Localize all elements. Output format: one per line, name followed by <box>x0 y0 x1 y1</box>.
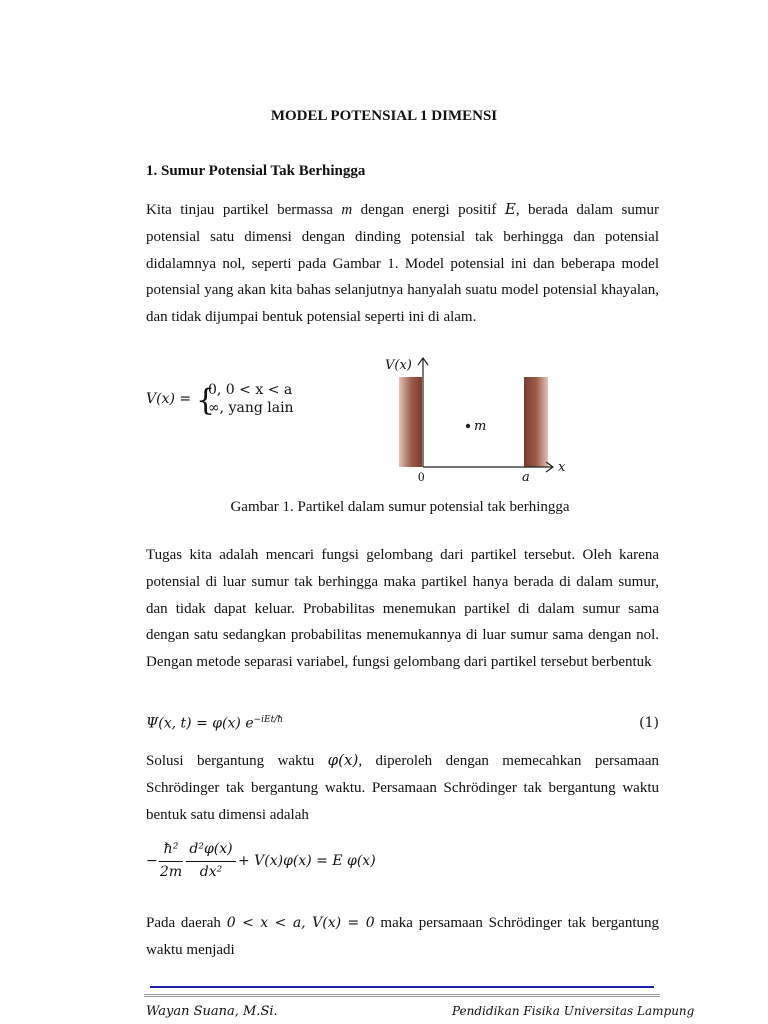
paragraph-region: Pada daerah 0 < x < a, V(x) = 0 maka persamaan Schrödinger tak bergantung waktu menjadi <box>146 915 659 958</box>
paragraph-wavefunction: Tugas kita adalah mencari fungsi gelombang dari partikel tersebut. Oleh karena potensial di luar sumur tak berhingga maka partikel hanya berada di dalam sumur, dan tidak dapat keluar. Probabilitas menemukan partikel di dalam sumur sama dengan satu sedangkan probabilitas menemukannya di luar sumur sama dengan nol. Dengan metode separasi variabel, fungsi gelombang dari partikel tersebut berbentuk <box>146 547 659 671</box>
equation-1-body: Ψ(x, t) = φ(x) $e^{-iEt/ħ}$ <box>146 715 284 732</box>
equation-1 <box>146 715 659 737</box>
page-title: MODEL POTENSIAL 1 DIMENSI <box>270 108 498 124</box>
potential-definition <box>146 382 306 422</box>
particle-label: m <box>474 419 487 434</box>
right-wall <box>524 377 548 467</box>
left-wall <box>399 377 422 467</box>
equation-1-number: (1) <box>639 715 659 731</box>
footer-institution: Pendidikan Fisika Universitas Lampung <box>452 1004 695 1018</box>
figure-caption: Gambar 1. Partikel dalam sumur potensial tak berhingga <box>230 499 570 515</box>
x-axis-label: x <box>558 460 566 475</box>
footer-author: Wayan Suana, M.Si. <box>146 1004 278 1019</box>
footer-rule-blue <box>150 986 654 988</box>
potential-lhs: V(x) = <box>146 391 192 407</box>
section-heading: 1. Sumur Potensial Tak Berhingga <box>146 163 366 179</box>
origin-label: 0 <box>418 469 425 484</box>
y-axis-label: V(x) <box>385 358 412 373</box>
potential-well-figure <box>376 350 576 488</box>
schrodinger-equation: − ħ² 2m d²φ(x) dx² + V(x)φ(x) = E φ(x) <box>146 841 376 880</box>
particle-dot <box>466 424 470 428</box>
paragraph-intro: Kita tinjau partikel bermassa m dengan energi positif E, berada dalam sumur potensial satu dimensi dengan dinding potensial tak berhingga dan potensial didalamnya nol, seperti pada Gambar 1. Model potensial ini dan beberapa model potensial yang akan kita bahas selanjutnya hanyalah suatu model potensial khayalan, dan tidak dijumpai bentuk potensial seperti ini di alam. <box>146 200 660 326</box>
brace: { <box>196 383 216 418</box>
paragraph-solution: Solusi bergantung waktu φ(x), diperoleh dengan memecahkan persamaan Schrödinger tak bergantung waktu. Persamaan Schrödinger tak bergantung waktu bentuk satu dimensi adalah <box>146 751 659 823</box>
case-two: ∞, yang lain <box>208 400 294 416</box>
case-one: 0, 0 < x < a <box>208 382 293 398</box>
a-label: a <box>522 470 530 485</box>
footer-rule-gray <box>144 994 660 997</box>
